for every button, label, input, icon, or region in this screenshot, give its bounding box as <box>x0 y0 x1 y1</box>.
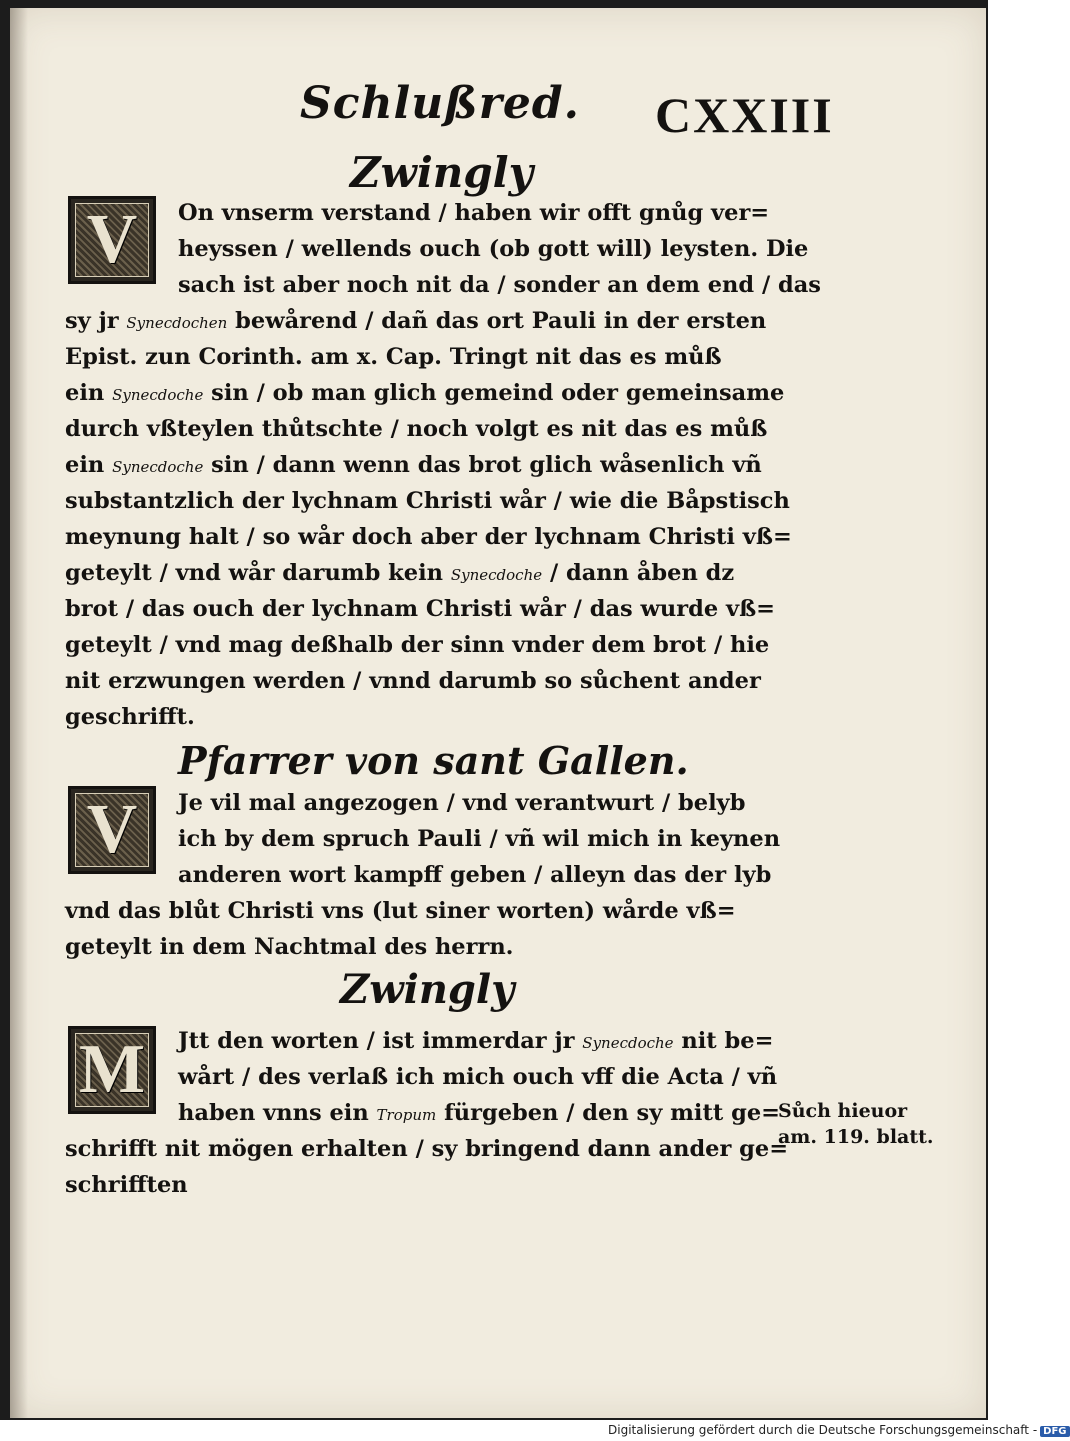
digitization-credit <box>608 1423 1070 1437</box>
text-line: geschrifft. <box>65 704 195 730</box>
term-synecdoche: Synecdoche <box>112 386 204 404</box>
term-synecdoche: Synecdoche <box>450 566 543 584</box>
text-line: vnd das blůt Christi vns (lut siner worten) wårde vß= <box>65 898 736 924</box>
term-synecdoche: Synecdoche <box>582 1034 674 1052</box>
text-line: geteylt / vnd mag deßhalb der sinn vnder dem brot / hie <box>65 632 770 658</box>
text-line: haben vnns ein Tropum fürgeben / den sy mitt ge= <box>178 1100 780 1126</box>
decorated-initial-2 <box>68 786 156 874</box>
text-line: ich by dem spruch Pauli / vñ wil mich in keynen <box>178 826 781 852</box>
margin-note-line-2: am. 119. blatt. <box>778 1126 934 1148</box>
text-line: schrifft nit mögen erhalten / sy bringend dann ander ge= <box>65 1136 789 1162</box>
credit-text: Digitalisierung gefördert durch die Deutsche Forschungsgemeinschaft - <box>608 1423 1038 1437</box>
text-line: brot / das ouch der lychnam Christi wår / das wurde vß= <box>65 596 776 622</box>
term-synecdoche: Synecdoche <box>112 458 204 476</box>
text-line: ein Synecdoche sin / dann wenn das brot glich wåsenlich vñ <box>65 452 762 478</box>
folio-number: CXXIII <box>655 87 834 143</box>
page-gutter-shadow <box>10 8 28 1418</box>
text-line: anderen wort kampff geben / alleyn das der lyb <box>178 862 772 888</box>
section-heading-zwingly-1: Zwingly <box>350 148 534 197</box>
text-line: geteylt / vnd wår darumb kein Synecdoche / dann åben dz <box>65 560 735 586</box>
initial-letter: V <box>86 201 138 278</box>
text-line: substantzlich der lychnam Christi wår / wie die Båpstisch <box>65 488 790 514</box>
text-line: sy jr Synecdochen bewårend / dañ das ort Pauli in der ersten <box>65 308 767 334</box>
book-page <box>10 8 986 1418</box>
dfg-logo: DFG <box>1040 1426 1069 1437</box>
text-line: sach ist aber noch nit da / sonder an dem end / das <box>178 272 821 298</box>
running-title: Schlußred. <box>300 78 580 129</box>
text-line: meynung halt / so wår doch aber der lychnam Christi vß= <box>65 524 792 550</box>
text-line: heyssen / wellends ouch (ob gott will) leysten. Die <box>178 236 809 262</box>
text-line: wårt / des verlaß ich mich ouch vff die Acta / vñ <box>178 1064 778 1090</box>
term-tropum: Tropum <box>376 1106 437 1124</box>
text-line: Jtt den worten / ist immerdar jr Synecdoche nit be= <box>178 1028 774 1054</box>
text-line: geteylt in dem Nachtmal des herrn. <box>65 934 514 960</box>
initial-letter: V <box>86 791 138 868</box>
decorated-initial-1 <box>68 196 156 284</box>
margin-note-line-1: Sůch hieuor <box>778 1100 908 1122</box>
text-line: Je vil mal angezogen / vnd verantwurt / belyb <box>178 790 746 816</box>
section-heading-pfarrer: Pfarrer von sant Gallen. <box>178 738 689 783</box>
term-synecdochen: Synecdochen <box>126 314 228 332</box>
text-line: On vnserm verstand / haben wir offt gnůg ver= <box>178 200 770 226</box>
text-line: ein Synecdoche sin / ob man glich gemeind oder gemeinsame <box>65 380 785 406</box>
text-line: durch vßteylen thůtschte / noch volgt es nit das es můß <box>65 416 768 442</box>
text-line: schrifften <box>65 1172 188 1198</box>
text-line: nit erzwungen werden / vnnd darumb so sůchent ander <box>65 668 761 694</box>
section-heading-zwingly-2: Zwingly <box>340 966 515 1013</box>
decorated-initial-3 <box>68 1026 156 1114</box>
text-line: Epist. zun Corinth. am x. Cap. Tringt nit das es můß <box>65 344 722 370</box>
initial-letter: M <box>78 1031 146 1108</box>
